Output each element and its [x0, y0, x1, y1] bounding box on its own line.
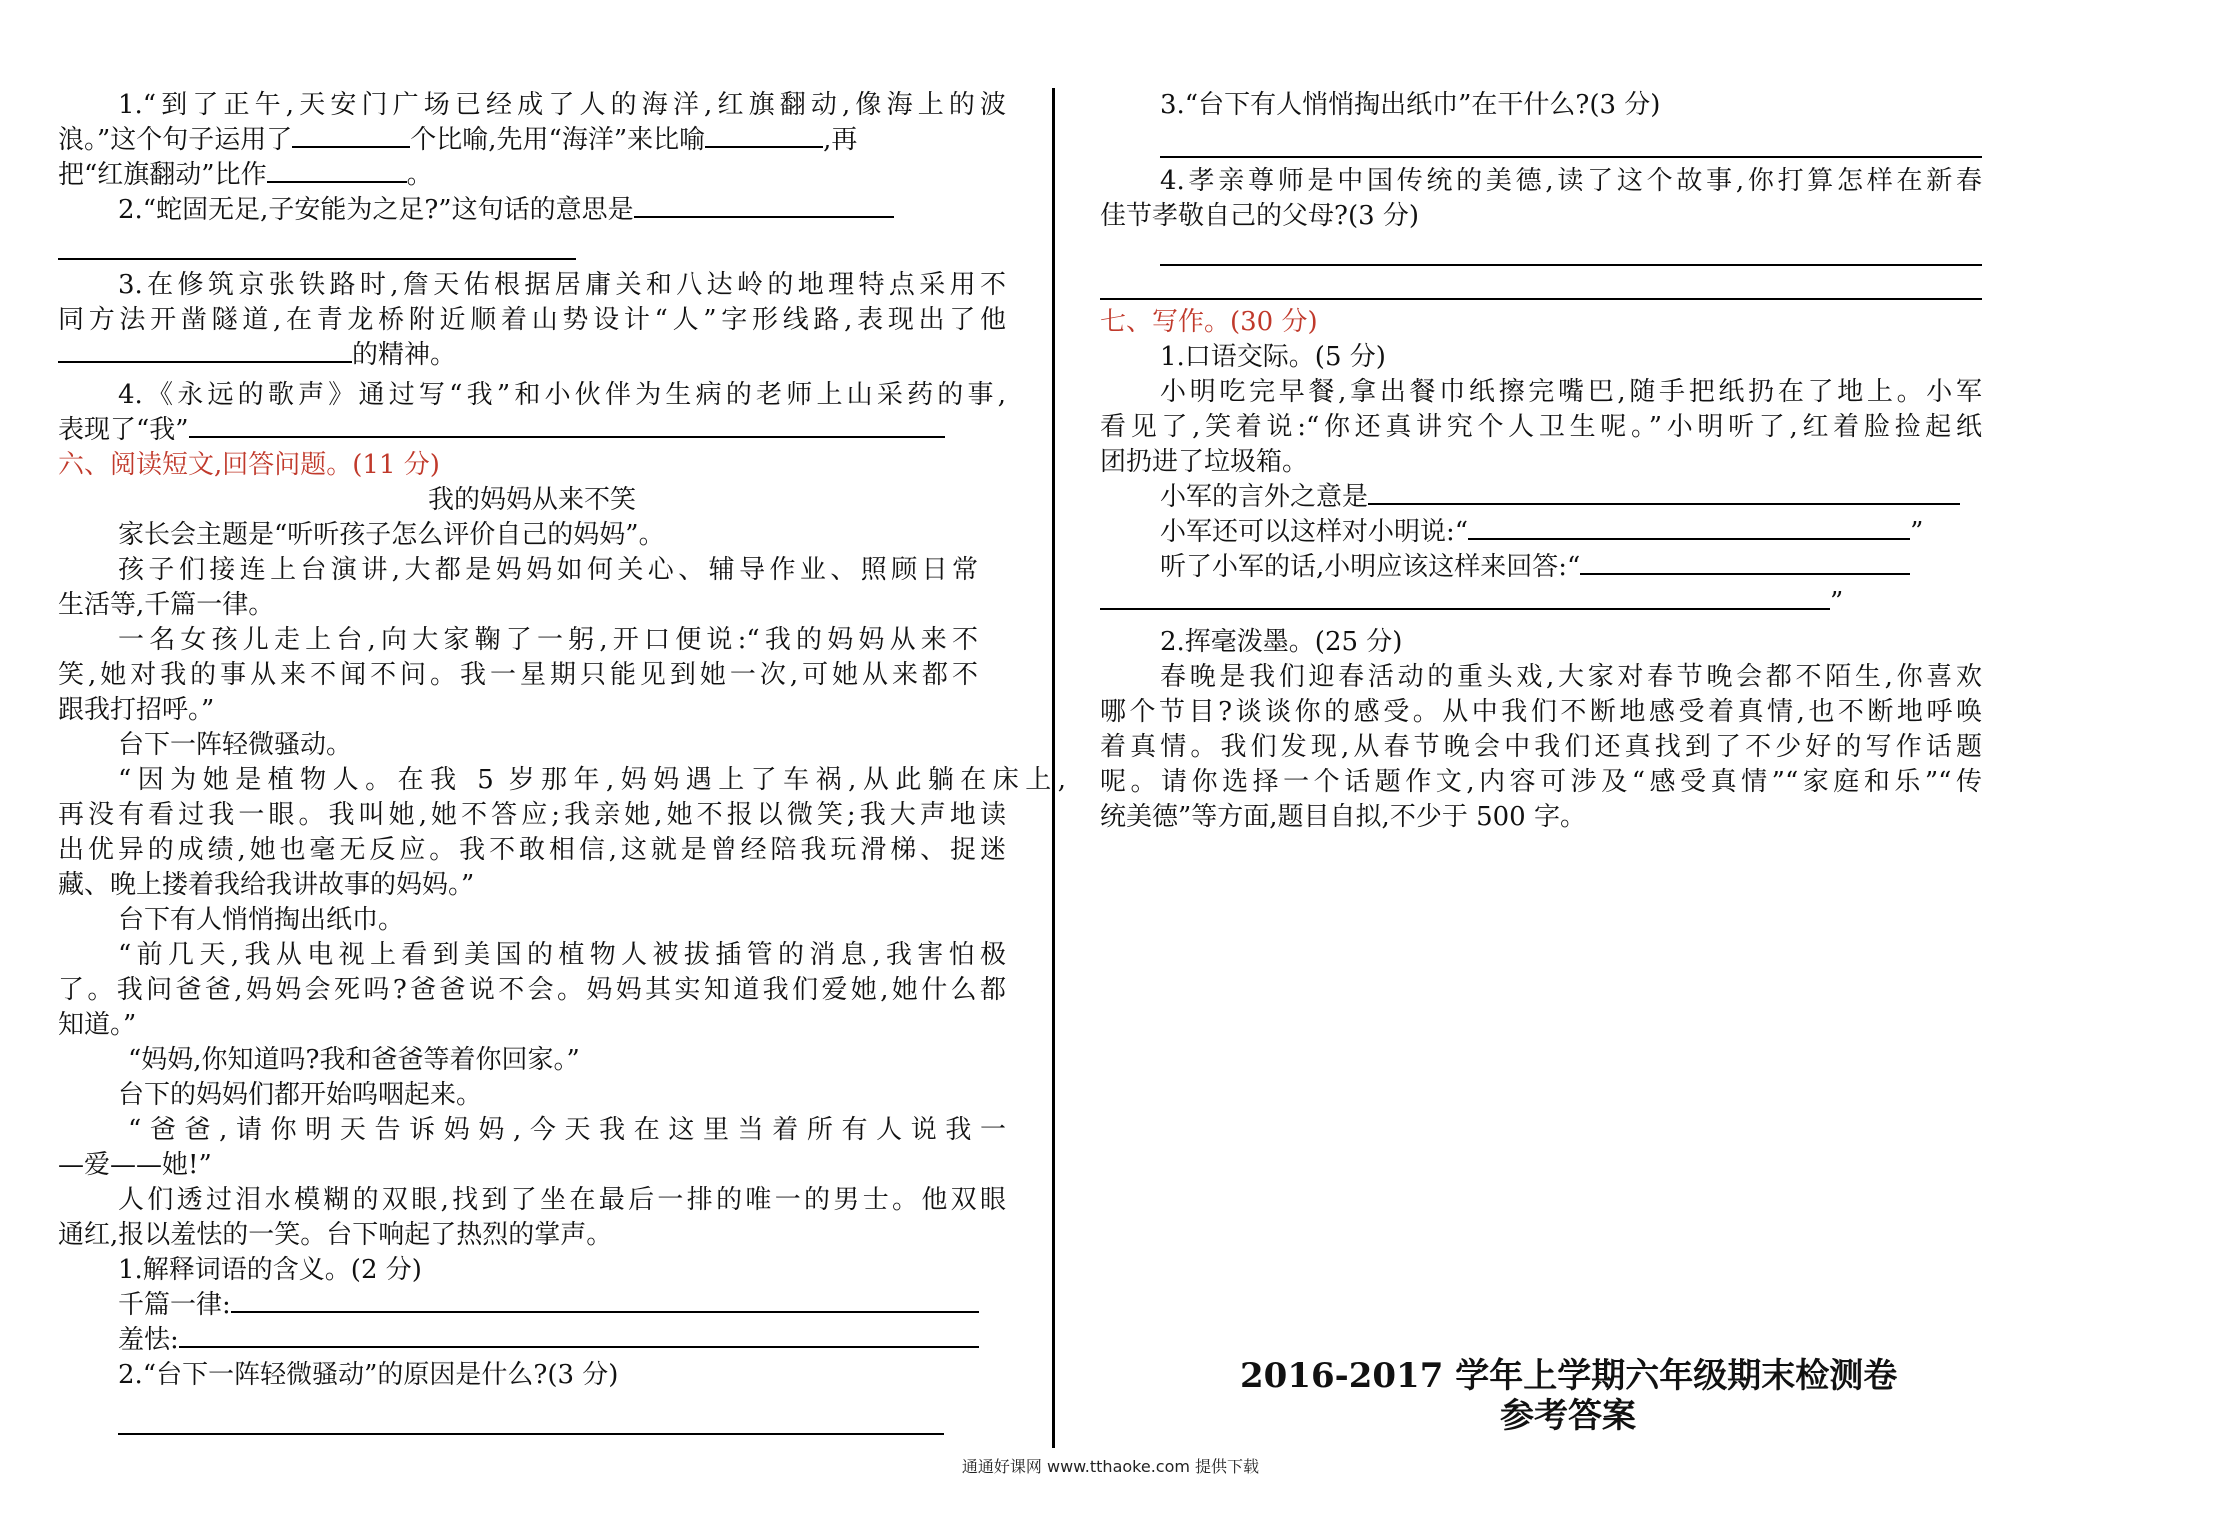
text: ,再 — [823, 125, 858, 155]
reading-question-1a — [118, 1288, 979, 1322]
story-paragraph: 家长会主题是“听听孩子怎么评价自己的妈妈”。 — [118, 520, 665, 550]
text: 千篇一律: — [118, 1290, 231, 1320]
section-7-heading: 七、写作。(30 分) — [1100, 307, 1318, 337]
question-4-line-1: 4.《永远的歌声》通过写“我”和小伙伴为生病的老师上山采药的事, — [118, 380, 1006, 410]
writing-task-1-q2 — [1160, 515, 1923, 549]
writing-task-1-q1 — [1160, 480, 1960, 514]
text: 2.“蛇固无足,子安能为之足?”这句话的意思是 — [118, 195, 634, 225]
reading-question-3: 3.“台下有人悄悄掏出纸巾”在干什么?(3 分) — [1160, 90, 1661, 120]
text: 羞怯: — [118, 1325, 179, 1355]
writing-task-1-text: 看见了,笑着说:“你还真讲究个人卫生呢。”小明听了,红着脸捡起纸 — [1100, 412, 1982, 442]
answer-blank[interactable] — [189, 414, 945, 438]
story-paragraph: “前几天,我从电视上看到美国的植物人被拔插管的消息,我害怕极 — [118, 940, 1006, 970]
writing-task-2-text: 统美德”等方面,题目自拟,不少于 500 字。 — [1100, 802, 1586, 832]
question-1-line-1: 1.“到了正午,天安门广场已经成了人的海洋,红旗翻动,像海上的波 — [118, 90, 1006, 120]
writing-task-1-heading: 1.口语交际。(5 分) — [1160, 342, 1386, 372]
story-paragraph: “妈妈,你知道吗?我和爸爸等着你回家。” — [128, 1045, 580, 1075]
answer-blank[interactable] — [292, 124, 410, 148]
section-6-heading: 六、阅读短文,回答问题。(11 分) — [58, 450, 440, 480]
text: 的精神。 — [352, 340, 457, 370]
question-3-line-1: 3.在修筑京张铁路时,詹天佑根据居庸关和八达岭的地理特点采用不 — [118, 270, 1006, 300]
answer-blank[interactable] — [1368, 481, 1960, 505]
story-paragraph: —爱——她!” — [58, 1150, 212, 1180]
text: 。 — [406, 160, 433, 190]
text: 把“红旗翻动”比作 — [58, 160, 267, 190]
answer-line[interactable] — [118, 1433, 944, 1435]
text: 小军还可以这样对小明说:“ — [1160, 517, 1469, 547]
reading-question-1: 1.解释词语的含义。(2 分) — [118, 1255, 422, 1285]
reading-question-1b — [118, 1323, 979, 1357]
reading-question-4-line-2: 佳节孝敬自己的父母?(3 分) — [1100, 201, 1420, 231]
story-paragraph: 台下的妈妈们都开始呜咽起来。 — [118, 1080, 483, 1110]
reading-question-4-line-1: 4.孝亲尊师是中国传统的美德,读了这个故事,你打算怎样在新春 — [1160, 166, 1982, 196]
story-paragraph: 藏、晚上搂着我给我讲故事的妈妈。” — [58, 870, 475, 900]
question-1-line-2 — [58, 123, 857, 157]
writing-task-2-heading: 2.挥毫泼墨。(25 分) — [1160, 627, 1403, 657]
reading-question-2: 2.“台下一阵轻微骚动”的原因是什么?(3 分) — [118, 1360, 619, 1390]
answer-line[interactable] — [1160, 264, 1982, 266]
text: ” — [1910, 517, 1924, 547]
answer-blank[interactable] — [58, 339, 352, 363]
story-paragraph: 台下一阵轻微骚动。 — [118, 730, 353, 760]
answer-line[interactable] — [1100, 298, 1982, 300]
writing-task-2-text: 春晚是我们迎春活动的重头戏,大家对春节晚会都不陌生,你喜欢 — [1160, 662, 1982, 692]
story-paragraph: 一名女孩儿走上台,向大家鞠了一躬,开口便说:“我的妈妈从来不 — [118, 625, 978, 655]
answer-blank[interactable] — [1100, 586, 1830, 610]
answer-blank[interactable] — [1580, 551, 1910, 575]
writing-task-1-text: 团扔进了垃圾箱。 — [1100, 447, 1309, 477]
story-paragraph: 生活等,千篇一律。 — [58, 590, 275, 620]
text: 小军的言外之意是 — [1160, 482, 1369, 512]
answer-line[interactable] — [1160, 156, 1982, 158]
story-paragraph: 跟我打招呼。” — [58, 695, 215, 725]
question-3-line-2: 同方法开凿隧道,在青龙桥附近顺着山势设计“人”字形线路,表现出了他 — [58, 305, 1006, 335]
story-paragraph: 出优异的成绩,她也毫无反应。我不敢相信,这就是曾经陪我玩滑梯、捉迷 — [58, 835, 1006, 865]
page-footer: 通通好课网 www.tthaoke.com 提供下载 — [961, 1457, 1260, 1476]
writing-task-2-text: 哪个节目?谈谈你的感受。从中我们不断地感受着真情,也不断地呼唤 — [1100, 697, 1982, 727]
story-title: 我的妈妈从来不笑 — [427, 485, 636, 515]
text: 浪。”这个句子运用了 — [58, 125, 293, 155]
answer-blank[interactable] — [705, 124, 823, 148]
writing-task-1-q3-cont — [1100, 585, 1843, 619]
answer-key-subtitle: 参考答案 — [1500, 1396, 1636, 1436]
story-paragraph: 孩子们接连上台演讲,大都是妈妈如何关心、辅导作业、照顾日常 — [118, 555, 978, 585]
writing-task-1-q3 — [1160, 550, 1910, 584]
story-paragraph: 笑,她对我的事从来不闻不问。我一星期只能见到她一次,可她从来都不 — [58, 660, 978, 690]
question-2-line-1 — [118, 193, 894, 227]
story-paragraph: 再没有看过我一眼。我叫她,她不答应;我亲她,她不报以微笑;我大声地读 — [58, 800, 1006, 830]
story-paragraph: 人们透过泪水模糊的双眼,找到了坐在最后一排的唯一的男士。他双眼 — [118, 1185, 1006, 1215]
answer-blank[interactable] — [1468, 516, 1910, 540]
answer-blank[interactable] — [231, 1289, 979, 1313]
story-paragraph: 台下有人悄悄掏出纸巾。 — [118, 905, 405, 935]
answer-blank[interactable] — [267, 159, 407, 183]
question-1-line-3 — [58, 158, 433, 192]
answer-key-title: 2016-2017 学年上学期六年级期末检测卷 — [1240, 1356, 1898, 1396]
writing-task-1-text: 小明吃完早餐,拿出餐巾纸擦完嘴巴,随手把纸扔在了地上。小军 — [1160, 377, 1982, 407]
question-4-line-2 — [58, 413, 945, 447]
story-paragraph: 了。我问爸爸,妈妈会死吗?爸爸说不会。妈妈其实知道我们爱她,她什么都 — [58, 975, 1006, 1005]
text: ” — [1830, 587, 1844, 617]
answer-line[interactable] — [58, 258, 576, 260]
story-paragraph: 通红,报以羞怯的一笑。台下响起了热烈的掌声。 — [58, 1220, 613, 1250]
writing-task-2-text: 着真情。我们发现,从春节晚会中我们还真找到了不少好的写作话题 — [1100, 732, 1982, 762]
text: 个比喻,先用“海洋”来比喻 — [410, 125, 706, 155]
story-paragraph: “爸爸,请你明天告诉妈妈,今天我在这里当着所有人说我一 — [128, 1115, 1006, 1145]
text: 表现了“我” — [58, 415, 189, 445]
question-3-line-3 — [58, 338, 456, 372]
story-paragraph: “因为她是植物人。在我 5 岁那年,妈妈遇上了车祸,从此躺在床上, — [118, 765, 1066, 795]
answer-blank[interactable] — [634, 194, 894, 218]
answer-blank[interactable] — [179, 1324, 979, 1348]
text: 听了小军的话,小明应该这样来回答:“ — [1160, 552, 1581, 582]
story-paragraph: 知道。” — [58, 1010, 137, 1040]
writing-task-2-text: 呢。请你选择一个话题作文,内容可涉及“感受真情”“家庭和乐”“传 — [1100, 767, 1982, 797]
